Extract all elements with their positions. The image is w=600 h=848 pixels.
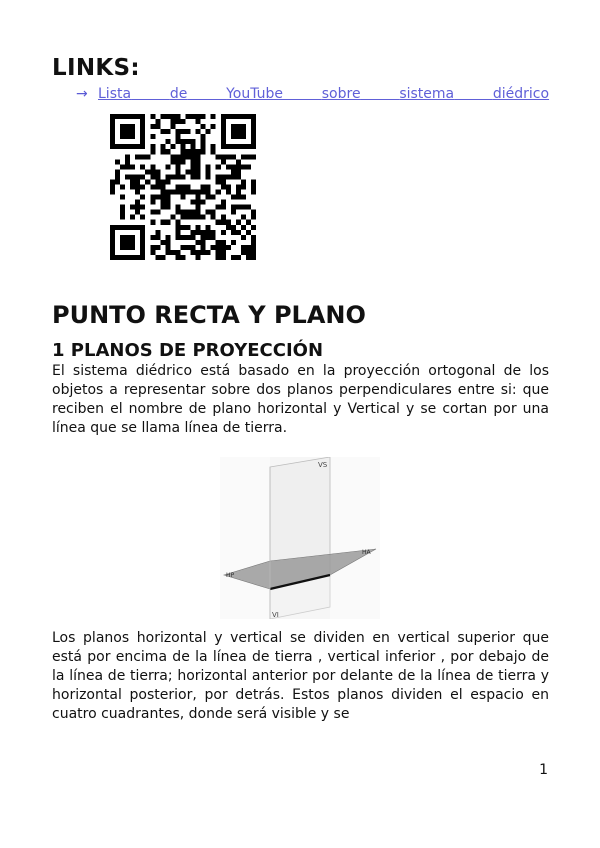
subsection-title: 1 PLANOS DE PROYECCIÓN bbox=[52, 340, 324, 361]
label-vs: VS bbox=[318, 461, 328, 469]
qr-code-icon[interactable] bbox=[110, 114, 256, 260]
projection-planes-figure bbox=[220, 457, 380, 619]
paragraph-intro: El sistema diédrico está basado en la proyección ortogonal de los objetos a representar sobre dos planos perpendiculares entre si: que reciben el nombre de plano horizontal y Vertical y se cortan por una línea que se llama línea de tierra. bbox=[52, 363, 549, 436]
label-ha: HA bbox=[362, 549, 371, 556]
document-page bbox=[52, 54, 550, 722]
arrow-icon: → bbox=[76, 86, 88, 102]
youtube-link-text[interactable]: Lista de YouTube sobre sistema diédrico bbox=[98, 86, 550, 102]
links-heading: LINKS: bbox=[52, 55, 140, 81]
label-hp: HP bbox=[226, 572, 235, 579]
paragraph-quadrants: Los planos horizontal y vertical se dividen en vertical superior que está por encima de la línea de tierra , vertical inferior , por debajo de la línea de tierra; horizontal anterior por delante de la línea de tierra y horizontal posterior, por detrás. Estos planos dividen el espacio en cuatro cuadrantes, donde será visible y se bbox=[52, 630, 549, 722]
section-title: PUNTO RECTA Y PLANO bbox=[52, 301, 366, 329]
label-vi: VI bbox=[272, 611, 279, 619]
page-number: 1 bbox=[539, 762, 548, 778]
youtube-link[interactable] bbox=[76, 86, 549, 103]
